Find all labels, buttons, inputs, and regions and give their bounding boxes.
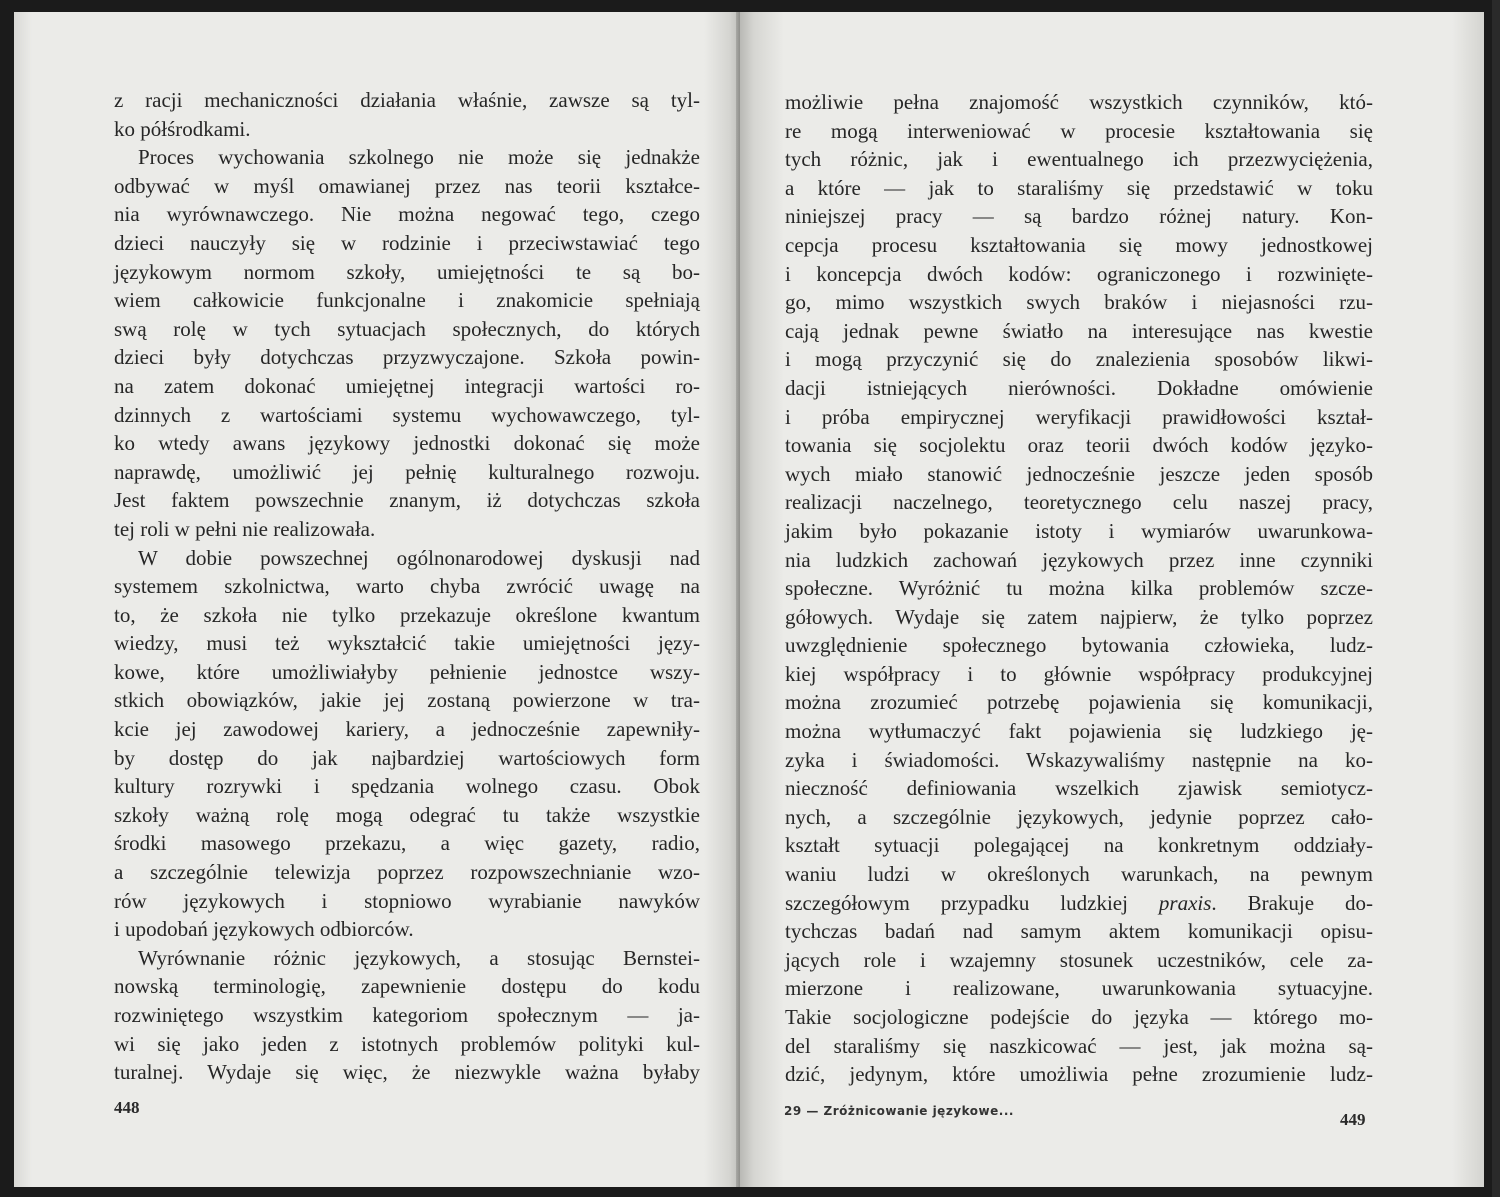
text-line-content: turalnej. Wydaje się więc, że niezwykle ważna byłaby [114,1060,700,1085]
text-line-content: ko półśrodkami. [114,116,251,141]
text-line-content: Jest faktem powszechnie znanym, iż dotychczas szkoła [114,488,700,513]
text-line [785,145,1373,174]
text-line [114,200,700,229]
text-line [114,744,700,773]
text-line [785,1060,1373,1089]
text-line-content: nia wyrównawczego. Nie można negować tego, czego [114,202,700,227]
text-line [114,715,700,744]
text-line [785,717,1373,746]
text-line [785,603,1373,632]
text-line [114,143,700,172]
text-line [785,660,1373,689]
text-line [114,372,700,401]
text-line-content: odbywać w myśl omawianej przez nas teorii kształce- [114,173,700,198]
text-line-content: dacji istniejących nierówności. Dokładne omówienie [785,375,1373,400]
text-line [785,746,1373,775]
text-line-content: dzić, jedynym, które umożliwia pełne zrozumienie ludz- [785,1062,1373,1087]
text-line [785,974,1373,1003]
text-line [114,801,700,830]
text-line-content: towania się socjolektu oraz teorii dwóch kodów języko- [785,433,1373,458]
right-page-body [785,88,1373,1089]
text-line-tail: . Brakuje do- [1211,890,1373,915]
text-line [785,631,1373,660]
printer-signature: 29 — Zróżnicowanie językowe... [784,1104,1014,1118]
text-line-content: Proces wychowania szkolnego nie może się jednakże [138,145,700,170]
text-line-content: dzinnych z wartościami systemu wychowawczego, tyl- [114,402,700,427]
text-line-content: uwzględnienie społecznego bytowania człowieka, ludz- [785,633,1373,658]
text-line [114,1001,700,1030]
right-page [740,12,1484,1187]
text-line-content: naprawdę, umożliwić jej pełnię kulturalnego rozwoju. [114,459,700,484]
italic-term: praxis [1158,890,1212,915]
text-line-content: dzieci były dotychczas przyzwyczajone. Szkoła powin- [114,345,700,370]
text-line-content: Takie socjologiczne podejście do języka — którego mo- [785,1005,1373,1029]
text-line-content: rozwiniętego wszystkim kategoriom społecznym — ja- [114,1003,700,1027]
text-line-content: zyka i świadomości. Wskazywaliśmy następnie na ko- [785,747,1373,772]
text-line-content: wi się jako jeden z istotnych problemów polityki kul- [114,1031,700,1056]
text-line [785,1032,1373,1061]
text-line [785,117,1373,146]
text-line-content: tej roli w pełni nie realizowała. [114,516,376,541]
text-line [114,887,700,916]
text-line-content: realizacji naczelnego, teoretycznego celu naszej pracy, [785,490,1373,515]
text-line [114,601,700,630]
text-line-content: waniu ludzi w określonych warunkach, na pewnym [785,862,1373,887]
text-line-content: dzieci nauczyły się w rodzinie i przeciwstawiać tego [114,230,700,255]
text-line-content: środki masowego przekazu, a więc gazety, radio, [114,831,700,856]
text-line-content: nia ludzkich zachowań językowych przez inne czynniki [785,547,1373,572]
text-line-content: by dostęp do jak najbardziej wartościowych form [114,745,700,770]
text-line-content: i koncepcja dwóch kodów: ograniczonego i rozwinięte- [785,261,1373,286]
text-line-content: Wyrównanie różnic językowych, a stosując Bernstei- [138,945,700,970]
text-line-content: rów językowych i stopniowo wyrabianie nawyków [114,888,700,913]
text-line-content: na zatem dokonać umiejętnej integracji wartości ro- [114,373,700,398]
text-line-content: a które — jak to staraliśmy się przedstawić w toku [785,175,1373,200]
text-line [785,946,1373,975]
text-line [785,517,1373,546]
text-line-content: kultury rozrywki i spędzania wolnego czasu. Obok [114,774,700,799]
text-line [114,172,700,201]
text-line [114,658,700,687]
text-line [785,460,1373,489]
page-number-left: 448 [114,1098,140,1117]
text-line-content: nieczność definiowania wszelkich zjawisk semiotycz- [785,776,1373,801]
text-line-content: cepcja procesu kształtowania się mowy jednostkowej [785,232,1373,257]
text-line-content: i upodobań językowych odbiorców. [114,917,414,942]
text-line [114,401,700,430]
text-line [785,431,1373,460]
text-line-content: cają jednak pewne światło na interesujące nas kwestie [785,318,1373,343]
text-line-content: nowską terminologię, zapewnienie dostępu do kodu [114,974,700,999]
text-line [114,229,700,258]
text-line [114,772,700,801]
text-line [114,258,700,287]
text-line-content: a szczególnie telewizja poprzez rozpowszechnianie wzo- [114,860,700,885]
text-line [785,317,1373,346]
text-line-content: stkich obowiązków, jakie jej zostaną powierzone w tra- [114,688,700,713]
text-line [785,917,1373,946]
text-line-content: z racji mechaniczności działania właśnie, zawsze są tyl- [114,88,700,112]
text-line-content: niniejszej pracy — są bardzo różnej natury. Kon- [785,204,1373,229]
scan-edge [1492,0,1500,1197]
text-line [114,972,700,1001]
text-line [785,260,1373,289]
left-page-body [114,86,700,1087]
text-line-content: jakim było pokazanie istoty i wymiarów uwarunkowa- [785,518,1373,543]
text-line-content: wiedzy, musi też wykształcić takie umiejętności języ- [114,631,700,656]
text-line [114,858,700,887]
text-line-content: to, że szkoła nie tylko przekazuje określone kwantum [114,602,700,627]
text-line-content: kowe, które umożliwiałyby pełnienie jednostce wszy- [114,659,700,684]
text-line-content: W dobie powszechnej ogólnonarodowej dyskusji nad [138,545,700,570]
text-line [114,115,700,144]
text-line [785,831,1373,860]
text-line [785,88,1373,117]
text-line [785,774,1373,803]
text-line [785,1003,1373,1032]
text-line [114,829,700,858]
text-line [114,915,700,944]
text-line-content: językowym normom szkoły, umiejętności te są bo- [114,259,700,284]
text-line [785,403,1373,432]
text-line [114,515,700,544]
text-line-content: jących role i wzajemny stosunek uczestników, cele za- [785,947,1373,972]
text-line-content: możliwie pełna znajomość wszystkich czynników, któ- [785,90,1373,114]
text-line [114,1058,700,1087]
text-line [785,288,1373,317]
left-page [14,12,740,1187]
text-line [114,315,700,344]
page-number-right: 449 [1340,1110,1366,1129]
text-line-content: szkoły ważną rolę mogą odegrać tu także wszystkie [114,802,700,827]
text-line [114,86,700,115]
text-line [114,544,700,573]
text-line [114,458,700,487]
text-line-content: wych miało stanowić jednocześnie jeszcze jeden sposób [785,461,1373,486]
text-line-content: szczegółowym przypadku ludzkiej [785,890,1128,915]
text-line-content: kształt sytuacji polegającej na konkretnym oddziały- [785,833,1373,858]
text-line-content: kiej współpracy i to głównie współpracy produkcyjnej [785,661,1373,686]
text-line [114,629,700,658]
text-line [785,889,1373,918]
text-line [785,488,1373,517]
text-line [785,688,1373,717]
text-line [114,686,700,715]
text-line-content: można zrozumieć potrzebę pojawienia się komunikacji, [785,690,1373,715]
text-line-content: i próba empirycznej weryfikacji prawidłowości kształ- [785,404,1373,429]
text-line-content: nych, a szczególnie językowych, jedynie poprzez cało- [785,804,1373,829]
text-line [785,803,1373,832]
text-line-content: go, mimo wszystkich swych braków i niejasności rzu- [785,290,1373,315]
text-line-content: re mogą interweniować w procesie kształtowania się [785,118,1373,143]
text-line [114,944,700,973]
text-line [114,1030,700,1059]
text-line [785,202,1373,231]
text-line-content: gółowych. Wydaje się zatem najpierw, że tylko poprzez [785,604,1373,629]
text-line-content: swą rolę w tych sytuacjach społecznych, do których [114,316,700,341]
text-line-content: tych różnic, jak i ewentualnego ich przezwyciężenia, [785,147,1373,172]
text-line-content: mierzone i realizowane, uwarunkowania sytuacyjne. [785,976,1373,1001]
text-line [114,572,700,601]
text-line-content: del staraliśmy się naszkicować — jest, jak można są- [785,1033,1373,1058]
text-line-content: i mogą przyczynić się do znalezienia sposobów likwi- [785,347,1373,372]
text-line [785,374,1373,403]
text-line-content: systemem szkolnictwa, warto chyba zwrócić uwagę na [114,574,700,599]
text-line [785,345,1373,374]
text-line [785,231,1373,260]
text-line [114,486,700,515]
text-line [114,343,700,372]
text-line [785,574,1373,603]
text-line-content: kcie jej zawodowej kariery, a jednocześnie zapewniły- [114,717,700,742]
text-line [114,429,700,458]
text-line-content: można wytłumaczyć fakt pojawienia się ludzkiego ję- [785,719,1373,744]
text-line [114,286,700,315]
text-line-content: społeczne. Wyróżnić tu można kilka problemów szcze- [785,576,1373,601]
text-line-content: ko wtedy awans językowy jednostki dokonać się może [114,431,700,456]
text-line-content: tychczas badań nad samym aktem komunikacji opisu- [785,919,1373,944]
text-line [785,546,1373,575]
text-line-content: wiem całkowicie funkcjonalne i znakomicie spełniają [114,288,700,313]
text-line [785,860,1373,889]
text-line [785,174,1373,203]
